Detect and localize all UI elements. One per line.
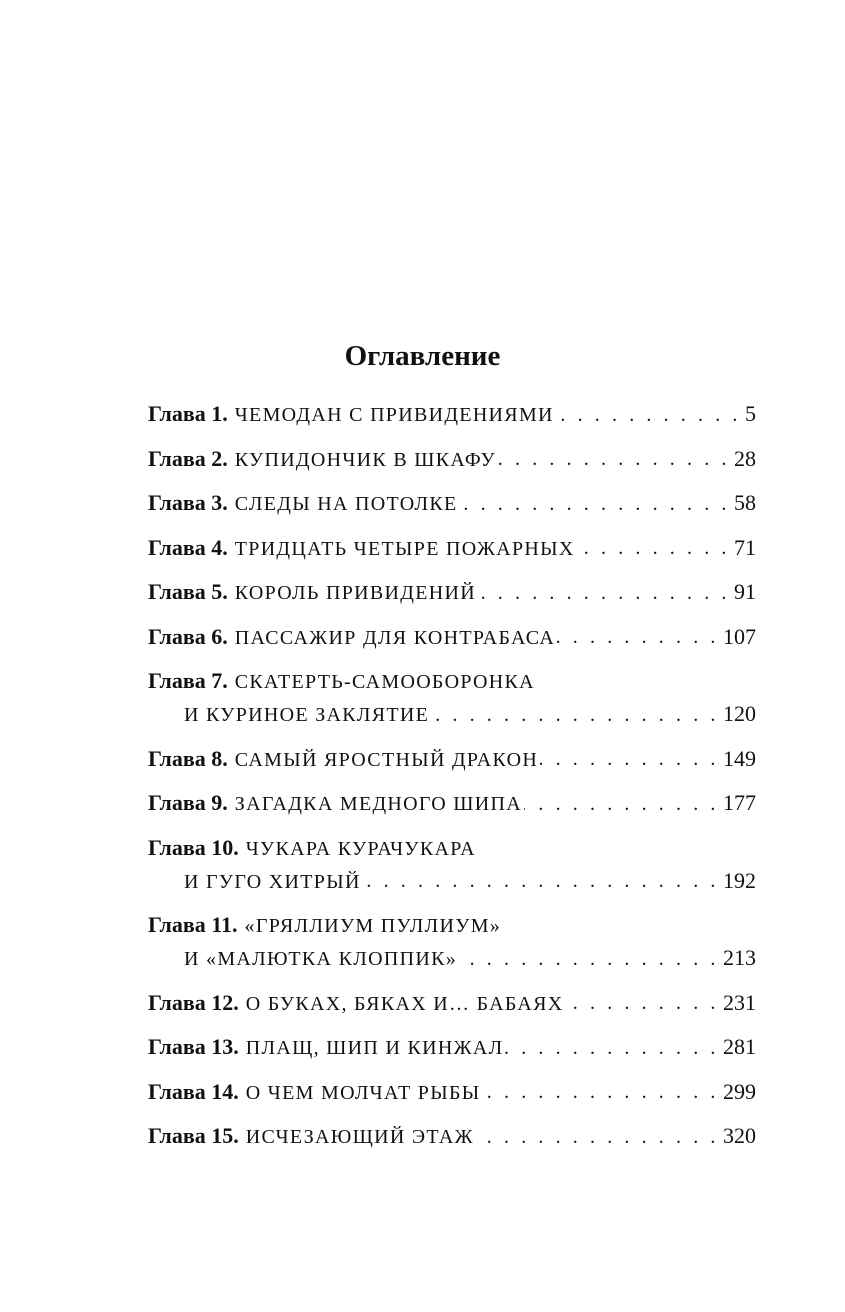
dot-leader bbox=[556, 405, 741, 425]
chapter-label: Глава 7. bbox=[148, 668, 228, 693]
dot-leader bbox=[557, 627, 719, 647]
dot-leader bbox=[577, 538, 730, 558]
toc-entry bbox=[148, 665, 756, 731]
page-number: 299 bbox=[723, 1078, 756, 1104]
dot-leader bbox=[566, 993, 719, 1013]
chapter-title: ЧУКАРА КУРАЧУКАРА bbox=[245, 837, 476, 860]
chapter-title: ПЛАЩ, ШИП И КИНЖАЛ bbox=[245, 1037, 504, 1059]
page-number: 192 bbox=[723, 867, 756, 893]
toc-entry bbox=[148, 621, 756, 654]
chapter-label: Глава 9. bbox=[148, 790, 228, 815]
page-number: 28 bbox=[734, 445, 756, 471]
chapter-title: САМЫЙ ЯРОСТНЫЙ ДРАКОН bbox=[234, 748, 539, 771]
chapter-label: Глава 14. bbox=[148, 1078, 239, 1104]
page-number: 107 bbox=[723, 623, 756, 649]
toc-entry bbox=[148, 743, 756, 776]
page-number: 320 bbox=[723, 1123, 756, 1148]
chapter-label: Глава 8. bbox=[148, 745, 228, 771]
dot-leader bbox=[478, 583, 730, 603]
page-number: 91 bbox=[734, 579, 756, 604]
chapter-label: Глава 15. bbox=[148, 1123, 239, 1148]
page-number: 120 bbox=[723, 701, 756, 726]
toc-entry bbox=[148, 987, 756, 1020]
chapter-label: Глава 6. bbox=[148, 623, 228, 649]
chapter-label: Глава 4. bbox=[148, 534, 228, 560]
chapter-title: О ЧЕМ МОЛЧАТ РЫБЫ bbox=[245, 1081, 481, 1104]
dot-leader bbox=[459, 949, 719, 969]
page-number: 71 bbox=[734, 534, 756, 560]
chapter-title: СКАТЕРТЬ-САМООБОРОНКА bbox=[234, 671, 535, 693]
chapter-label: Глава 2. bbox=[148, 445, 228, 471]
dot-leader bbox=[363, 871, 719, 891]
page-number: 213 bbox=[723, 945, 756, 970]
toc-entry bbox=[148, 532, 756, 565]
chapter-title: «ГРЯЛЛИУМ ПУЛЛИУМ» bbox=[244, 915, 502, 937]
page-number: 5 bbox=[745, 401, 756, 426]
chapter-label: Глава 10. bbox=[148, 834, 239, 860]
chapter-title: КОРОЛЬ ПРИВИДЕНИЙ bbox=[234, 582, 476, 604]
toc-entry bbox=[148, 1120, 756, 1153]
chapter-title: ИСЧЕЗАЮЩИЙ ЭТАЖ bbox=[245, 1126, 474, 1148]
toc-entry bbox=[148, 909, 756, 975]
chapter-title: ЗАГАДКА МЕДНОГО ШИПА bbox=[234, 793, 523, 815]
chapter-title: ПАССАЖИР ДЛЯ КОНТРАБАСА bbox=[234, 626, 556, 649]
dot-leader bbox=[476, 1127, 719, 1147]
chapter-title: КУПИДОНЧИК В ШКАФУ bbox=[234, 448, 496, 471]
dot-leader bbox=[460, 494, 730, 514]
dot-leader bbox=[482, 1082, 719, 1102]
page-number: 149 bbox=[723, 745, 756, 771]
chapter-label: Глава 13. bbox=[148, 1034, 239, 1059]
chapter-title-continued: И КУРИНОЕ ЗАКЛЯТИЕ bbox=[184, 704, 430, 726]
chapter-title-continued: И «МАЛЮТКА КЛОППИК» bbox=[184, 948, 458, 970]
dot-leader bbox=[431, 705, 719, 725]
chapter-title: СЛЕДЫ НА ПОТОЛКЕ bbox=[234, 493, 458, 515]
toc-entry bbox=[148, 576, 756, 609]
chapter-label: Глава 3. bbox=[148, 490, 228, 515]
chapter-label: Глава 12. bbox=[148, 989, 239, 1015]
toc-entry bbox=[148, 787, 756, 820]
dot-leader bbox=[540, 749, 719, 769]
toc-entry bbox=[148, 1076, 756, 1109]
toc-entry bbox=[148, 398, 756, 431]
toc-entry bbox=[148, 487, 756, 520]
toc-entry bbox=[148, 1031, 756, 1064]
chapter-title: О БУКАХ, БЯКАХ И… БАБАЯХ bbox=[245, 992, 564, 1015]
page-number: 177 bbox=[723, 790, 756, 815]
chapter-label: Глава 11. bbox=[148, 912, 238, 937]
chapter-label: Глава 1. bbox=[148, 401, 228, 426]
dot-leader bbox=[524, 794, 719, 814]
toc-entry bbox=[148, 832, 756, 898]
chapter-title: ТРИДЦАТЬ ЧЕТЫРЕ ПОЖАРНЫХ bbox=[234, 537, 575, 560]
chapter-label: Глава 5. bbox=[148, 579, 228, 604]
page-number: 58 bbox=[734, 490, 756, 515]
table-of-contents bbox=[148, 398, 756, 1165]
chapter-title: ЧЕМОДАН С ПРИВИДЕНИЯМИ bbox=[234, 404, 554, 426]
page-title: Оглавление bbox=[344, 340, 501, 372]
dot-leader bbox=[505, 1038, 719, 1058]
page-number: 281 bbox=[723, 1034, 756, 1059]
chapter-title-continued: И ГУГО ХИТРЫЙ bbox=[184, 870, 361, 893]
toc-entry bbox=[148, 443, 756, 476]
dot-leader bbox=[498, 449, 730, 469]
page-number: 231 bbox=[723, 989, 756, 1015]
